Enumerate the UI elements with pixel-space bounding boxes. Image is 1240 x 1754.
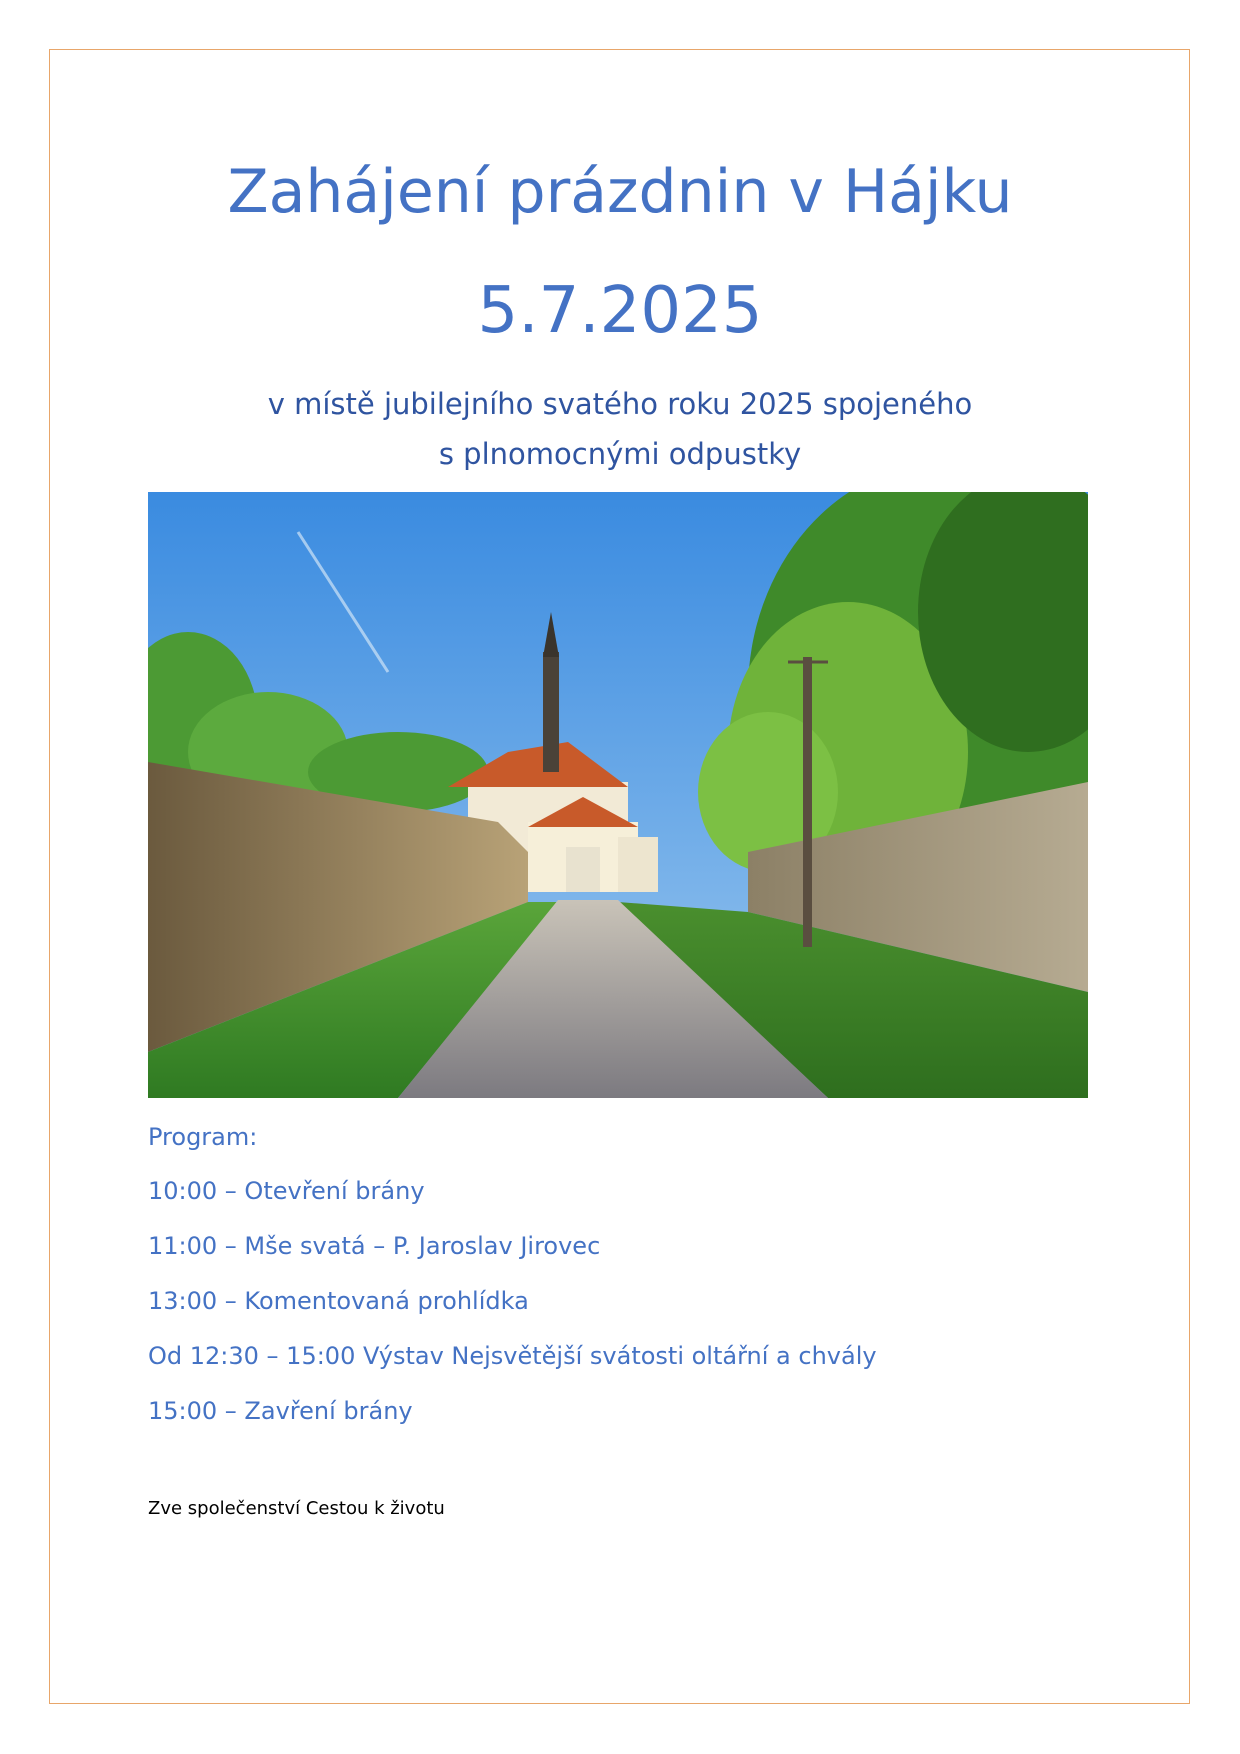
program-item: 10:00 – Otevření brány: [148, 1177, 425, 1205]
subtitle-line-1: v místě jubilejního svatého roku 2025 spojeného: [267, 387, 973, 421]
program-item: 11:00 – Mše svatá – P. Jaroslav Jirovec: [148, 1232, 601, 1260]
program-item: Od 12:30 – 15:00 Výstav Nejsvětější svátosti oltářní a chvály: [148, 1342, 877, 1370]
program-item: 13:00 – Komentovaná prohlídka: [148, 1287, 529, 1315]
monastery-photo: [148, 492, 1088, 1098]
program-heading: Program:: [148, 1123, 258, 1151]
subtitle-line-2: s plnomocnými odpustky: [438, 437, 802, 471]
event-date: 5.7.2025: [477, 274, 763, 348]
invitation-note: Zve společenství Cestou k životu: [148, 1498, 445, 1519]
program-item: 15:00 – Zavření brány: [148, 1397, 413, 1425]
page-title: Zahájení prázdnin v Hájku: [227, 157, 1013, 227]
